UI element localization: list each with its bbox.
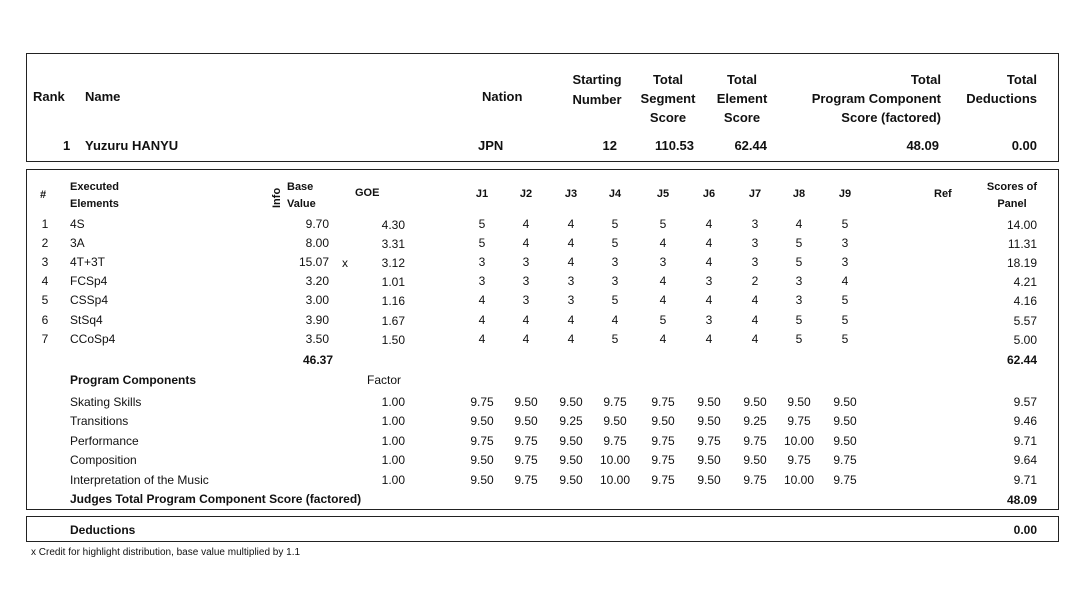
- component-panel-score: 9.71: [1013, 472, 1037, 487]
- component-judge-score: 9.50: [743, 453, 767, 468]
- element-judge-score: 4: [751, 312, 759, 327]
- component-judge-score: 10.00: [599, 472, 631, 487]
- element-judge-score: 5: [841, 312, 849, 327]
- element-judge-score: 5: [795, 255, 803, 270]
- component-judge-score: 9.75: [514, 453, 538, 468]
- footnote: x Credit for highlight distribution, base value multiplied by 1.1: [31, 547, 301, 558]
- component-judge-score: 9.75: [470, 433, 494, 448]
- element-judge-score: 5: [841, 217, 849, 231]
- element-goe: 1.01: [381, 275, 405, 290]
- component-judge-score: 9.75: [651, 395, 675, 409]
- element-judge-score: 4: [659, 274, 667, 289]
- element-judge-score: 3: [751, 255, 759, 270]
- element-base-value: 3.20: [305, 274, 329, 289]
- element-goe: 3.31: [381, 237, 405, 252]
- component-judge-score: 10.00: [599, 453, 631, 468]
- judge-header-j7: J7: [748, 188, 762, 200]
- element-judge-score: 3: [567, 274, 575, 289]
- col-ref-label: Ref: [934, 188, 952, 200]
- element-judge-score: 5: [795, 312, 803, 327]
- component-judge-score: 9.50: [697, 395, 721, 409]
- element-num: 7: [41, 331, 49, 346]
- element-judge-score: 4: [567, 217, 575, 231]
- element-judge-score: 4: [478, 293, 486, 308]
- col-scores-of-panel-label: Scores of Panel: [986, 181, 1038, 210]
- component-judge-score: 9.50: [559, 472, 583, 487]
- element-judge-score: 4: [705, 255, 713, 270]
- judge-header-j3: J3: [564, 188, 578, 200]
- element-num: 4: [41, 274, 49, 289]
- element-base-value: 15.07: [298, 255, 329, 270]
- element-judge-score: 5: [841, 331, 849, 346]
- component-name: Composition: [70, 453, 137, 468]
- total-segment-score-label: Total Segment Score: [640, 72, 696, 125]
- component-name: Skating Skills: [70, 395, 142, 409]
- element-judge-score: 4: [705, 293, 713, 308]
- col-base-value-label: Base Value: [287, 181, 316, 210]
- element-judge-score: 4: [795, 217, 803, 231]
- element-judge-score: 2: [751, 274, 759, 289]
- component-judge-score: 9.75: [603, 433, 627, 448]
- component-judge-score: 9.50: [697, 414, 721, 429]
- component-panel-score: 9.64: [1013, 453, 1037, 468]
- component-judge-score: 9.25: [559, 414, 583, 429]
- element-judge-score: 3: [522, 274, 530, 289]
- element-goe: 1.16: [381, 294, 405, 309]
- element-judge-score: 3: [611, 274, 619, 289]
- component-judge-score: 9.50: [697, 472, 721, 487]
- element-judge-score: 3: [522, 255, 530, 270]
- element-judge-score: 5: [841, 293, 849, 308]
- component-judge-score: 9.50: [559, 433, 583, 448]
- component-judge-score: 9.50: [470, 472, 494, 487]
- element-judge-score: 4: [478, 312, 486, 327]
- element-code: 4S: [70, 217, 85, 231]
- element-code: CCoSp4: [70, 331, 116, 346]
- element-judge-score: 3: [705, 274, 713, 289]
- component-panel-score: 9.71: [1013, 433, 1037, 448]
- element-judge-score: 4: [478, 331, 486, 346]
- component-judge-score: 9.50: [603, 414, 627, 429]
- element-judge-score: 3: [611, 255, 619, 270]
- element-code: 3A: [70, 236, 85, 251]
- component-judge-score: 9.50: [787, 395, 811, 409]
- nation-label: Nation: [482, 89, 523, 104]
- element-judge-score: 4: [522, 312, 530, 327]
- element-base-value: 3.90: [305, 312, 329, 327]
- total-element-score: 62.44: [734, 138, 767, 153]
- judges-total-pcs-value: 48.09: [1006, 493, 1037, 507]
- element-goe: 1.50: [381, 332, 405, 347]
- element-judge-score: 4: [841, 274, 849, 289]
- component-panel-score: 9.46: [1013, 414, 1037, 429]
- element-judge-score: 4: [751, 293, 759, 308]
- element-judge-score: 5: [611, 217, 619, 231]
- element-judge-score: 5: [611, 293, 619, 308]
- element-judge-score: 4: [522, 236, 530, 251]
- component-judge-score: 9.75: [787, 414, 811, 429]
- element-panel-score: 4.21: [1013, 275, 1037, 290]
- skater-rank: 1: [63, 138, 71, 153]
- rank-label: Rank: [33, 89, 65, 104]
- element-judge-score: 4: [659, 293, 667, 308]
- element-judge-score: 3: [841, 255, 849, 270]
- elements-score-total: 62.44: [1006, 353, 1037, 367]
- component-panel-score: 9.57: [1013, 395, 1037, 409]
- col-goe-label: GOE: [355, 187, 380, 199]
- component-judge-score: 9.50: [514, 395, 538, 409]
- component-judge-score: 9.25: [743, 414, 767, 429]
- element-judge-score: 5: [659, 217, 667, 231]
- element-num: 5: [41, 293, 49, 308]
- component-judge-score: 9.75: [697, 433, 721, 448]
- col-num-label: #: [40, 189, 47, 201]
- component-factor: 1.00: [381, 395, 405, 409]
- component-factor: 1.00: [381, 453, 405, 468]
- element-judge-score: 3: [478, 255, 486, 270]
- element-judge-score: 5: [478, 217, 486, 231]
- element-judge-score: 4: [705, 331, 713, 346]
- element-judge-score: 3: [841, 236, 849, 251]
- starting-number-label: Starting Number: [572, 72, 622, 107]
- element-judge-score: 5: [659, 312, 667, 327]
- component-judge-score: 9.50: [559, 395, 583, 409]
- component-judge-score: 9.50: [833, 433, 857, 448]
- element-judge-score: 4: [705, 217, 713, 231]
- component-judge-score: 9.75: [787, 453, 811, 468]
- element-num: 1: [41, 217, 49, 231]
- element-judge-score: 3: [751, 217, 759, 231]
- component-judge-score: 9.75: [514, 472, 538, 487]
- judge-header-j2: J2: [519, 188, 533, 200]
- element-judge-score: 4: [522, 217, 530, 231]
- elements-base-total: 46.37: [302, 353, 333, 367]
- component-judge-score: 9.50: [697, 453, 721, 468]
- component-judge-score: 9.50: [651, 414, 675, 429]
- element-judge-score: 3: [751, 236, 759, 251]
- component-judge-score: 9.50: [833, 395, 857, 409]
- element-code: StSq4: [70, 312, 103, 327]
- component-judge-score: 9.50: [514, 414, 538, 429]
- judge-header-j6: J6: [702, 188, 716, 200]
- element-judge-score: 4: [611, 312, 619, 327]
- component-judge-score: 9.50: [470, 414, 494, 429]
- element-judge-score: 5: [611, 236, 619, 251]
- component-judge-score: 9.75: [651, 472, 675, 487]
- component-judge-score: 9.75: [603, 395, 627, 409]
- element-code: CSSp4: [70, 293, 109, 308]
- deductions-value: 0.00: [1013, 523, 1037, 537]
- element-goe: 4.30: [381, 218, 405, 232]
- element-base-value: 8.00: [305, 236, 329, 251]
- component-judge-score: 9.75: [651, 453, 675, 468]
- element-judge-score: 4: [659, 236, 667, 251]
- component-judge-score: 9.75: [651, 433, 675, 448]
- element-judge-score: 3: [567, 293, 575, 308]
- element-judge-score: 4: [567, 331, 575, 346]
- judge-header-j4: J4: [608, 188, 622, 200]
- element-panel-score: 5.57: [1013, 313, 1037, 328]
- element-num: 3: [41, 255, 49, 270]
- element-panel-score: 4.16: [1013, 294, 1037, 309]
- element-judge-score: 3: [478, 274, 486, 289]
- element-judge-score: 3: [795, 293, 803, 308]
- element-code: FCSp4: [70, 274, 108, 289]
- component-judge-score: 9.75: [470, 395, 494, 409]
- component-judge-score: 9.75: [833, 453, 857, 468]
- component-judge-score: 10.00: [783, 433, 815, 448]
- element-judge-score: 4: [659, 331, 667, 346]
- skater-name: Yuzuru HANYU: [85, 138, 179, 153]
- element-judge-score: 3: [522, 293, 530, 308]
- element-judge-score: 4: [705, 236, 713, 251]
- component-name: Transitions: [70, 414, 129, 429]
- element-code: 4T+3T: [70, 255, 106, 270]
- component-name: Interpretation of the Music: [70, 472, 209, 487]
- component-judge-score: 9.50: [743, 395, 767, 409]
- component-judge-score: 9.75: [833, 472, 857, 487]
- judge-header-j1: J1: [475, 188, 489, 200]
- element-judge-score: 5: [795, 236, 803, 251]
- element-judge-score: 4: [567, 312, 575, 327]
- total-element-score-label: Total Element Score: [716, 72, 768, 125]
- component-factor: 1.00: [381, 472, 405, 487]
- component-judge-score: 9.50: [559, 453, 583, 468]
- element-panel-score: 18.19: [1006, 256, 1037, 271]
- total-pcs-score: 48.09: [906, 138, 939, 153]
- component-factor: 1.00: [381, 414, 405, 429]
- deductions-label: Deductions: [70, 523, 136, 537]
- judge-header-j8: J8: [792, 188, 806, 200]
- skater-summary-box: [26, 53, 1059, 162]
- element-num: 2: [41, 236, 49, 251]
- col-info-label: Info: [271, 187, 283, 208]
- component-judge-score: 9.75: [743, 472, 767, 487]
- name-label: Name: [85, 89, 121, 104]
- total-deductions-label: Total Deductions: [966, 72, 1037, 106]
- element-goe: 1.67: [381, 313, 405, 328]
- element-judge-score: 5: [478, 236, 486, 251]
- element-judge-score: 3: [659, 255, 667, 270]
- element-info: x: [342, 256, 348, 271]
- judges-total-pcs-label: Judges Total Program Component Score (factored): [70, 492, 362, 506]
- total-pcs-label: Total Program Component Score (factored): [811, 72, 941, 125]
- component-judge-score: 9.50: [470, 453, 494, 468]
- element-judge-score: 5: [611, 331, 619, 346]
- component-name: Performance: [70, 433, 139, 448]
- factor-label: Factor: [367, 373, 402, 387]
- element-judge-score: 4: [567, 236, 575, 251]
- element-panel-score: 5.00: [1013, 332, 1037, 347]
- element-judge-score: 3: [705, 312, 713, 327]
- component-judge-score: 10.00: [783, 472, 815, 487]
- col-executed-elements-label: Executed Elements: [70, 181, 119, 210]
- element-panel-score: 11.31: [1007, 237, 1037, 252]
- total-deductions-value: 0.00: [1011, 138, 1037, 153]
- skater-starting-number: 12: [602, 138, 617, 153]
- element-judge-score: 3: [795, 274, 803, 289]
- component-judge-score: 9.75: [514, 433, 538, 448]
- total-segment-score: 110.53: [654, 138, 694, 153]
- program-components-title: Program Components: [70, 373, 197, 387]
- element-judge-score: 5: [795, 331, 803, 346]
- element-base-value: 3.00: [305, 293, 329, 308]
- skater-nation: JPN: [478, 138, 504, 153]
- element-judge-score: 4: [522, 331, 530, 346]
- element-num: 6: [41, 312, 49, 327]
- deductions-box: [26, 516, 1059, 542]
- judges-details-box: [26, 169, 1059, 510]
- component-judge-score: 9.50: [833, 414, 857, 429]
- component-judge-score: 9.75: [743, 433, 767, 448]
- element-goe: 3.12: [381, 256, 405, 271]
- element-panel-score: 14.00: [1006, 218, 1037, 232]
- element-judge-score: 4: [751, 331, 759, 346]
- component-factor: 1.00: [381, 433, 405, 448]
- element-base-value: 9.70: [305, 217, 329, 231]
- judge-header-j9: J9: [838, 188, 852, 200]
- element-base-value: 3.50: [305, 331, 329, 346]
- judge-header-j5: J5: [656, 188, 670, 200]
- element-judge-score: 4: [567, 255, 575, 270]
